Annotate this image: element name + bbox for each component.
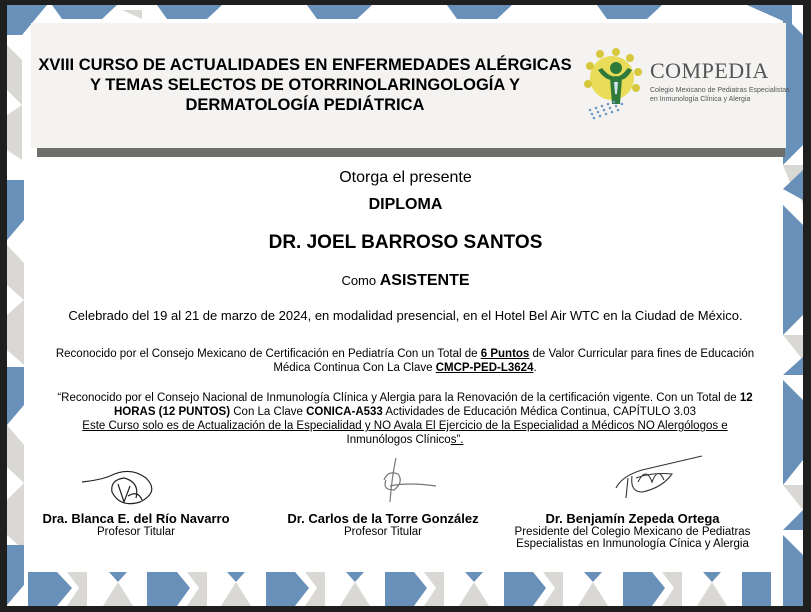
disclaimer: Este Curso solo es de Actualización de la Especialidad y NO Avala El Ejercicio de la Especialidad a Médicos NO Alergólogos e [82,420,728,432]
course-title: XVIII CURSO DE ACTUALIDADES EN ENFERMEDADES ALÉRGICAS Y TEMAS SELECTOS DE OTORRINOLARINGOLOGÍA Y DERMATOLOGÍA PEDIÁTRICA [38,56,572,114]
signature-3-icon [612,452,712,502]
signatory-1: Dra. Blanca E. del Río Navarro Profesor Titular [42,511,230,538]
diploma-heading: DIPLOMA [368,196,443,213]
recognition-conica: “Reconocido por el Consejo Nacional de Inmunología Clínica y Alergia para la Renovación de la certificación vigente. Con un Total de 12 HORAS (12 PUNTOS) Con La Clave CONICA-A533 Actividades de Educación Médica Continua, CAPÍTULO 3.03 Este Curso solo es de Actualización de la Especialidad y NO Avala El Ejercicio de la Especialidad a Médicos NO Alergólogos e Inmunólogos Clínicos”. [57,392,753,446]
otorga-text: Otorga el presente [339,169,472,186]
header-divider [37,148,785,157]
signatory-2: Dr. Carlos de la Torre González Profesor Titular [287,511,479,538]
recognition-cmcp: Reconocido por el Consejo Mexicano de Certificación en Pediatría Con un Total de 6 Puntos de Valor Curricular para fines de Educación Médica Continua Con La Clave CMCP-PED-L3624. [55,348,755,374]
role: ASISTENTE [379,272,470,289]
signature-1-icon [80,462,170,510]
role-line: Como ASISTENTE [341,272,470,289]
recipient-name: DR. JOEL BARROSO SANTOS [268,232,543,253]
signature-2-icon [378,456,448,506]
logo-subtitle: Colegio Mexicano de Pediatras Especialistas en Inmunología Clínica y Alergia [650,87,790,103]
event-details: Celebrado del 19 al 21 de marzo de 2024, en modalidad presencial, en el Hotel Bel Air WTC en la Ciudad de México. [68,308,743,323]
logo-wordmark: COMPEDIA [650,58,769,83]
signatory-3: Dr. Benjamín Zepeda Ortega Presidente del Colegio Mexicano de Pediatras Especialistas en Inmunología Cínica y Alergia [514,511,751,550]
